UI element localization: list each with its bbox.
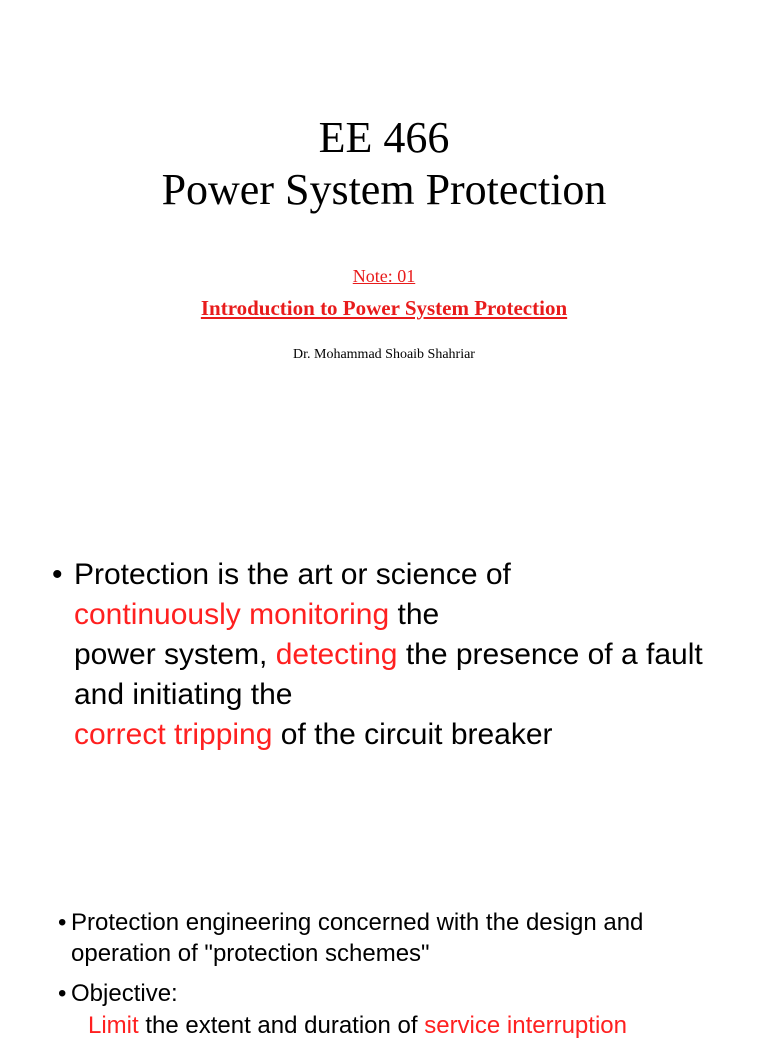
slide-title xyxy=(0,112,768,216)
bullet-engineering xyxy=(58,907,718,969)
course-code: EE 466 xyxy=(318,113,450,162)
bullet-dot: • xyxy=(52,558,63,591)
author-name: Dr. Mohammad Shoaib Shahriar xyxy=(293,347,475,362)
slide-subtitle: Introduction to Power System Protection xyxy=(200,296,568,320)
bullet-dot: • xyxy=(58,980,67,1007)
highlight-correct-tripping: correct tripping xyxy=(74,718,273,751)
highlight-continuously-monitoring: continuously monitoring xyxy=(74,598,390,631)
bullet-definition-text xyxy=(74,555,732,755)
highlight-service-interruption: service interruption xyxy=(424,1012,627,1039)
course-title: Power System Protection xyxy=(161,165,607,214)
title-slide xyxy=(0,0,768,512)
bullet-text-segment: power system, xyxy=(74,638,276,671)
highlight-limit: Limit xyxy=(88,1012,139,1039)
bullet-text-segment: the presence of a fault and initiating the xyxy=(74,638,703,711)
subitem-text-segment: the extent and duration of xyxy=(138,1012,425,1039)
bullet-text-segment: Protection is the art or science of xyxy=(74,558,511,591)
bullet-engineering-text: Protection engineering concerned with the design and operation of "protection schemes" xyxy=(71,909,644,967)
bullet-dot: • xyxy=(58,909,67,936)
bullet-text-segment: of the circuit breaker xyxy=(272,718,553,751)
bullet-text-segment: the xyxy=(389,598,440,631)
bullet-objective-text: Objective: xyxy=(71,980,178,1007)
bullet-definition xyxy=(52,555,732,755)
note-label: Note: 01 xyxy=(352,266,416,286)
objective-subitem xyxy=(88,1010,708,1041)
highlight-detecting: detecting xyxy=(275,638,398,671)
bullet-objective xyxy=(58,978,718,1009)
